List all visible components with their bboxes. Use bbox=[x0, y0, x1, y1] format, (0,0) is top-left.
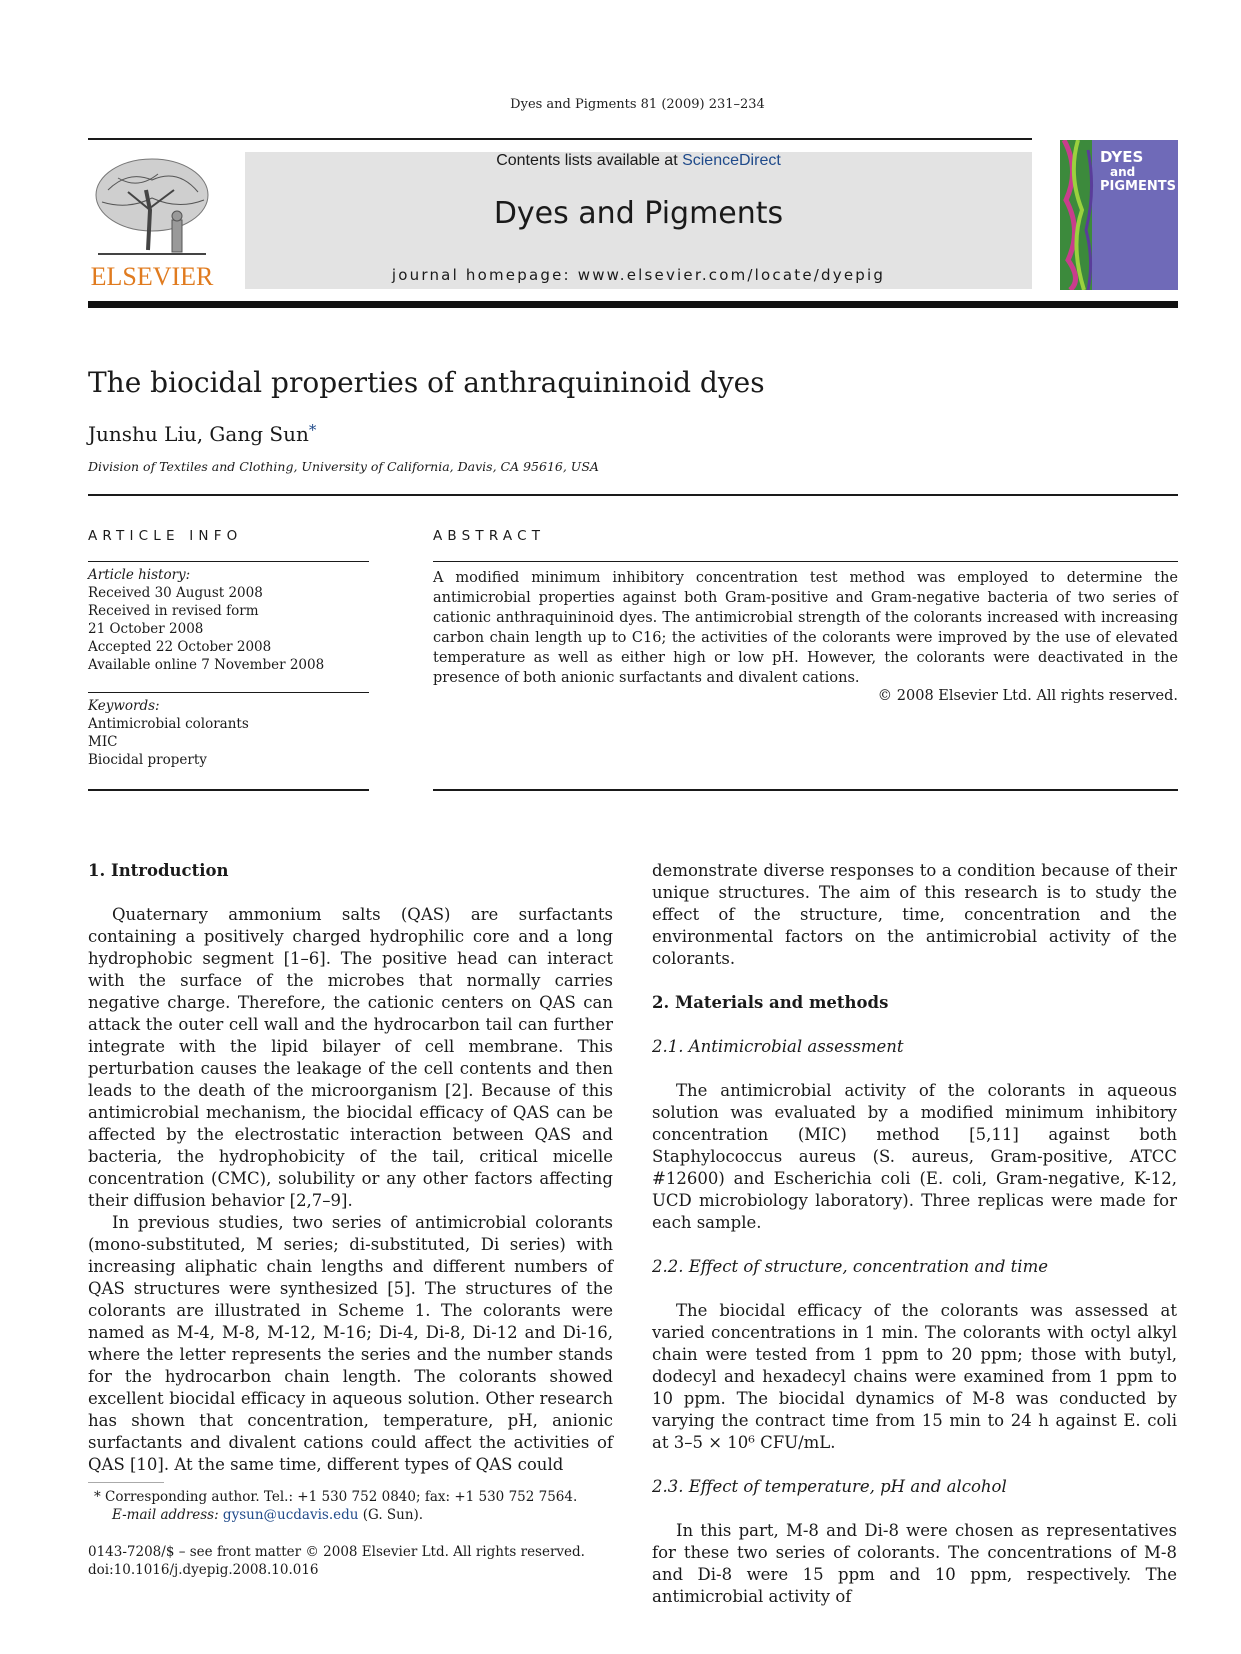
abstract-heading: ABSTRACT bbox=[433, 528, 546, 544]
paragraph: The antimicrobial activity of the colorants in aqueous solution was evaluated by a modified minimum inhibitory concentration (MIC) method [5,11] against both Staphylococcus aureus (S. aureus, Gram-positive, ATCC #12600) and Escherichia coli (E. coli, Gram-negative, K-12, UCD microbiology laboratory). Three replicas were made for each sample. bbox=[652, 1081, 1177, 1232]
left-column bbox=[88, 860, 613, 1476]
history-item: Accepted 22 October 2008 bbox=[88, 639, 272, 655]
cover-title-line2: and bbox=[1110, 165, 1136, 179]
info-rule-2 bbox=[88, 692, 369, 693]
paragraph: The biocidal efficacy of the colorants was assessed at varied concentrations in 1 min. The colorants with octyl alkyl chain were tested from 1 ppm to 20 ppm; those with butyl, dodecyl and hexadecyl chains were examined from 1 ppm to 10 ppm. The biocidal dynamics of M-8 was conducted by varying the contract time from 15 min to 24 h against E. coli at 3–5 × 10⁶ CFU/mL. bbox=[652, 1301, 1177, 1452]
email-suffix: (G. Sun). bbox=[358, 1507, 424, 1523]
info-rule bbox=[88, 561, 369, 562]
journal-homepage-link[interactable]: journal homepage: www.elsevier.com/locate/dyepig bbox=[391, 266, 886, 284]
subsection-heading: 2.1. Antimicrobial assessment bbox=[652, 1037, 904, 1056]
footnote-email-line bbox=[88, 1506, 628, 1524]
contents-prefix: Contents lists available at bbox=[496, 152, 683, 169]
footnote-rule bbox=[88, 1482, 164, 1483]
keywords-label: Keywords: bbox=[88, 698, 160, 714]
front-matter-info bbox=[88, 1543, 585, 1579]
header-thick-rule bbox=[88, 301, 1178, 308]
subsection-heading: 2.2. Effect of structure, concentration and time bbox=[652, 1257, 1048, 1276]
email-label: E-mail address: bbox=[112, 1507, 223, 1523]
contents-line bbox=[245, 152, 1032, 170]
elsevier-wordmark: ELSEVIER bbox=[90, 262, 214, 291]
keywords bbox=[88, 697, 369, 769]
info-rule-3 bbox=[88, 789, 369, 791]
author-names: Junshu Liu, Gang Sun bbox=[88, 422, 309, 446]
section-heading-introduction: 1. Introduction bbox=[88, 861, 229, 880]
history-item: 21 October 2008 bbox=[88, 621, 204, 637]
paragraph: Quaternary ammonium salts (QAS) are surfactants containing a positively charged hydrophilic core and a long hydrophobic segment [1–6]. The positive head can interact with the surface of the microbes that normally carries negative charge. Therefore, the cationic centers on QAS can attack the outer cell wall and the hydrocarbon tail can further integrate with the lipid bilayer of cell membrane. This perturbation causes the leakage of the cell contents and then leads to the death of the microorganism [2]. Because of this antimicrobial mechanism, the biocidal efficacy of QAS can be affected by the electrostatic interaction between QAS and bacteria, the hydrophobicity of the tail, critical micelle concentration (CMC), solubility or any other factors affecting their diffusion behavior [2,7–9]. bbox=[88, 905, 613, 1210]
keyword-item: Antimicrobial colorants bbox=[88, 716, 249, 732]
right-column bbox=[652, 860, 1177, 1608]
history-label: Article history: bbox=[88, 567, 191, 583]
sciencedirect-link[interactable]: ScienceDirect bbox=[682, 152, 781, 169]
journal-cover[interactable] bbox=[1060, 140, 1178, 290]
elsevier-logo[interactable] bbox=[88, 150, 216, 292]
paragraph: In previous studies, two series of antimicrobial colorants (mono-substituted, M series; di-substituted, Di series) with increasing aliphatic chain lengths and different numbers of QAS structures were synthesized [5]. The structures of the colorants are illustrated in Scheme 1. The colorants were named as M-4, M-8, M-12, M-16; Di-4, Di-8, Di-12 and Di-16, where the letter represents the series and the number stands for the hydrocarbon chain length. The colorants showed excellent biocidal efficacy in aqueous solution. Other research has shown that concentration, temperature, pH, anionic surfactants and divalent cations could affect the activities of QAS [10]. At the same time, different types of QAS could bbox=[88, 1213, 613, 1474]
running-head: Dyes and Pigments 81 (2009) 231–234 bbox=[510, 97, 765, 112]
issn-line: 0143-7208/$ – see front matter © 2008 Elsevier Ltd. All rights reserved. bbox=[88, 1544, 585, 1560]
doi-line[interactable]: doi:10.1016/j.dyepig.2008.10.016 bbox=[88, 1562, 319, 1578]
paragraph: In this part, M-8 and Di-8 were chosen as representatives for these two series of colorants. The concentrations of M-8 and Di-8 were 15 ppm and 10 ppm, respectively. The antimicrobial activity of bbox=[652, 1521, 1177, 1606]
cover-image bbox=[1060, 140, 1178, 290]
section-heading-materials: 2. Materials and methods bbox=[652, 993, 889, 1012]
history-item: Available online 7 November 2008 bbox=[88, 657, 325, 673]
abstract-rule bbox=[433, 561, 1178, 562]
subsection-heading: 2.3. Effect of temperature, pH and alcohol bbox=[652, 1477, 1007, 1496]
article-history bbox=[88, 566, 369, 674]
email-link[interactable]: gysun@ucdavis.edu bbox=[222, 1507, 359, 1523]
history-item: Received 30 August 2008 bbox=[88, 585, 263, 601]
cover-title-line1: DYES bbox=[1100, 148, 1144, 166]
tree-icon bbox=[88, 150, 216, 262]
paragraph: demonstrate diverse responses to a condition because of their unique structures. The aim of this research is to study the effect of the structure, time, concentration and the environmental factors on the antimicrobial activity of the colorants. bbox=[652, 861, 1177, 968]
header-rule bbox=[88, 138, 1032, 140]
abstract-rule-2 bbox=[433, 789, 1178, 791]
abstract-copyright: © 2008 Elsevier Ltd. All rights reserved. bbox=[877, 688, 1178, 704]
cover-title-line3: PIGMENTS bbox=[1100, 179, 1176, 194]
keyword-item: MIC bbox=[88, 734, 118, 750]
authors bbox=[88, 421, 316, 446]
journal-title: Dyes and Pigments bbox=[493, 196, 784, 231]
journal-banner bbox=[245, 152, 1032, 289]
article-info-heading: ARTICLE INFO bbox=[88, 528, 243, 544]
abstract-text: A modified minimum inhibitory concentration test method was employed to determine the antimicrobial properties against both Gram-positive and Gram-negative bacteria of two series of cationic anthraquininoid dyes. The antimicrobial strength of the colorants increased with increasing carbon chain length up to C16; the activities of the colorants were improved by the use of elevated temperature as well as either high or low pH. However, the colorants were deactivated in the presence of both anionic surfactants and divalent cations. bbox=[433, 570, 1178, 686]
keyword-item: Biocidal property bbox=[88, 752, 207, 768]
footnote-corresponding: * Corresponding author. Tel.: +1 530 752 0840; fax: +1 530 752 7564. bbox=[94, 1489, 578, 1505]
history-item: Received in revised form bbox=[88, 603, 259, 619]
affiliation: Division of Textiles and Clothing, University of California, Davis, CA 95616, USA bbox=[88, 459, 599, 474]
article-title: The biocidal properties of anthraquininoid dyes bbox=[88, 366, 765, 399]
title-rule bbox=[88, 494, 1178, 496]
corresponding-author-mark[interactable]: * bbox=[308, 421, 317, 439]
footnote bbox=[88, 1488, 628, 1524]
